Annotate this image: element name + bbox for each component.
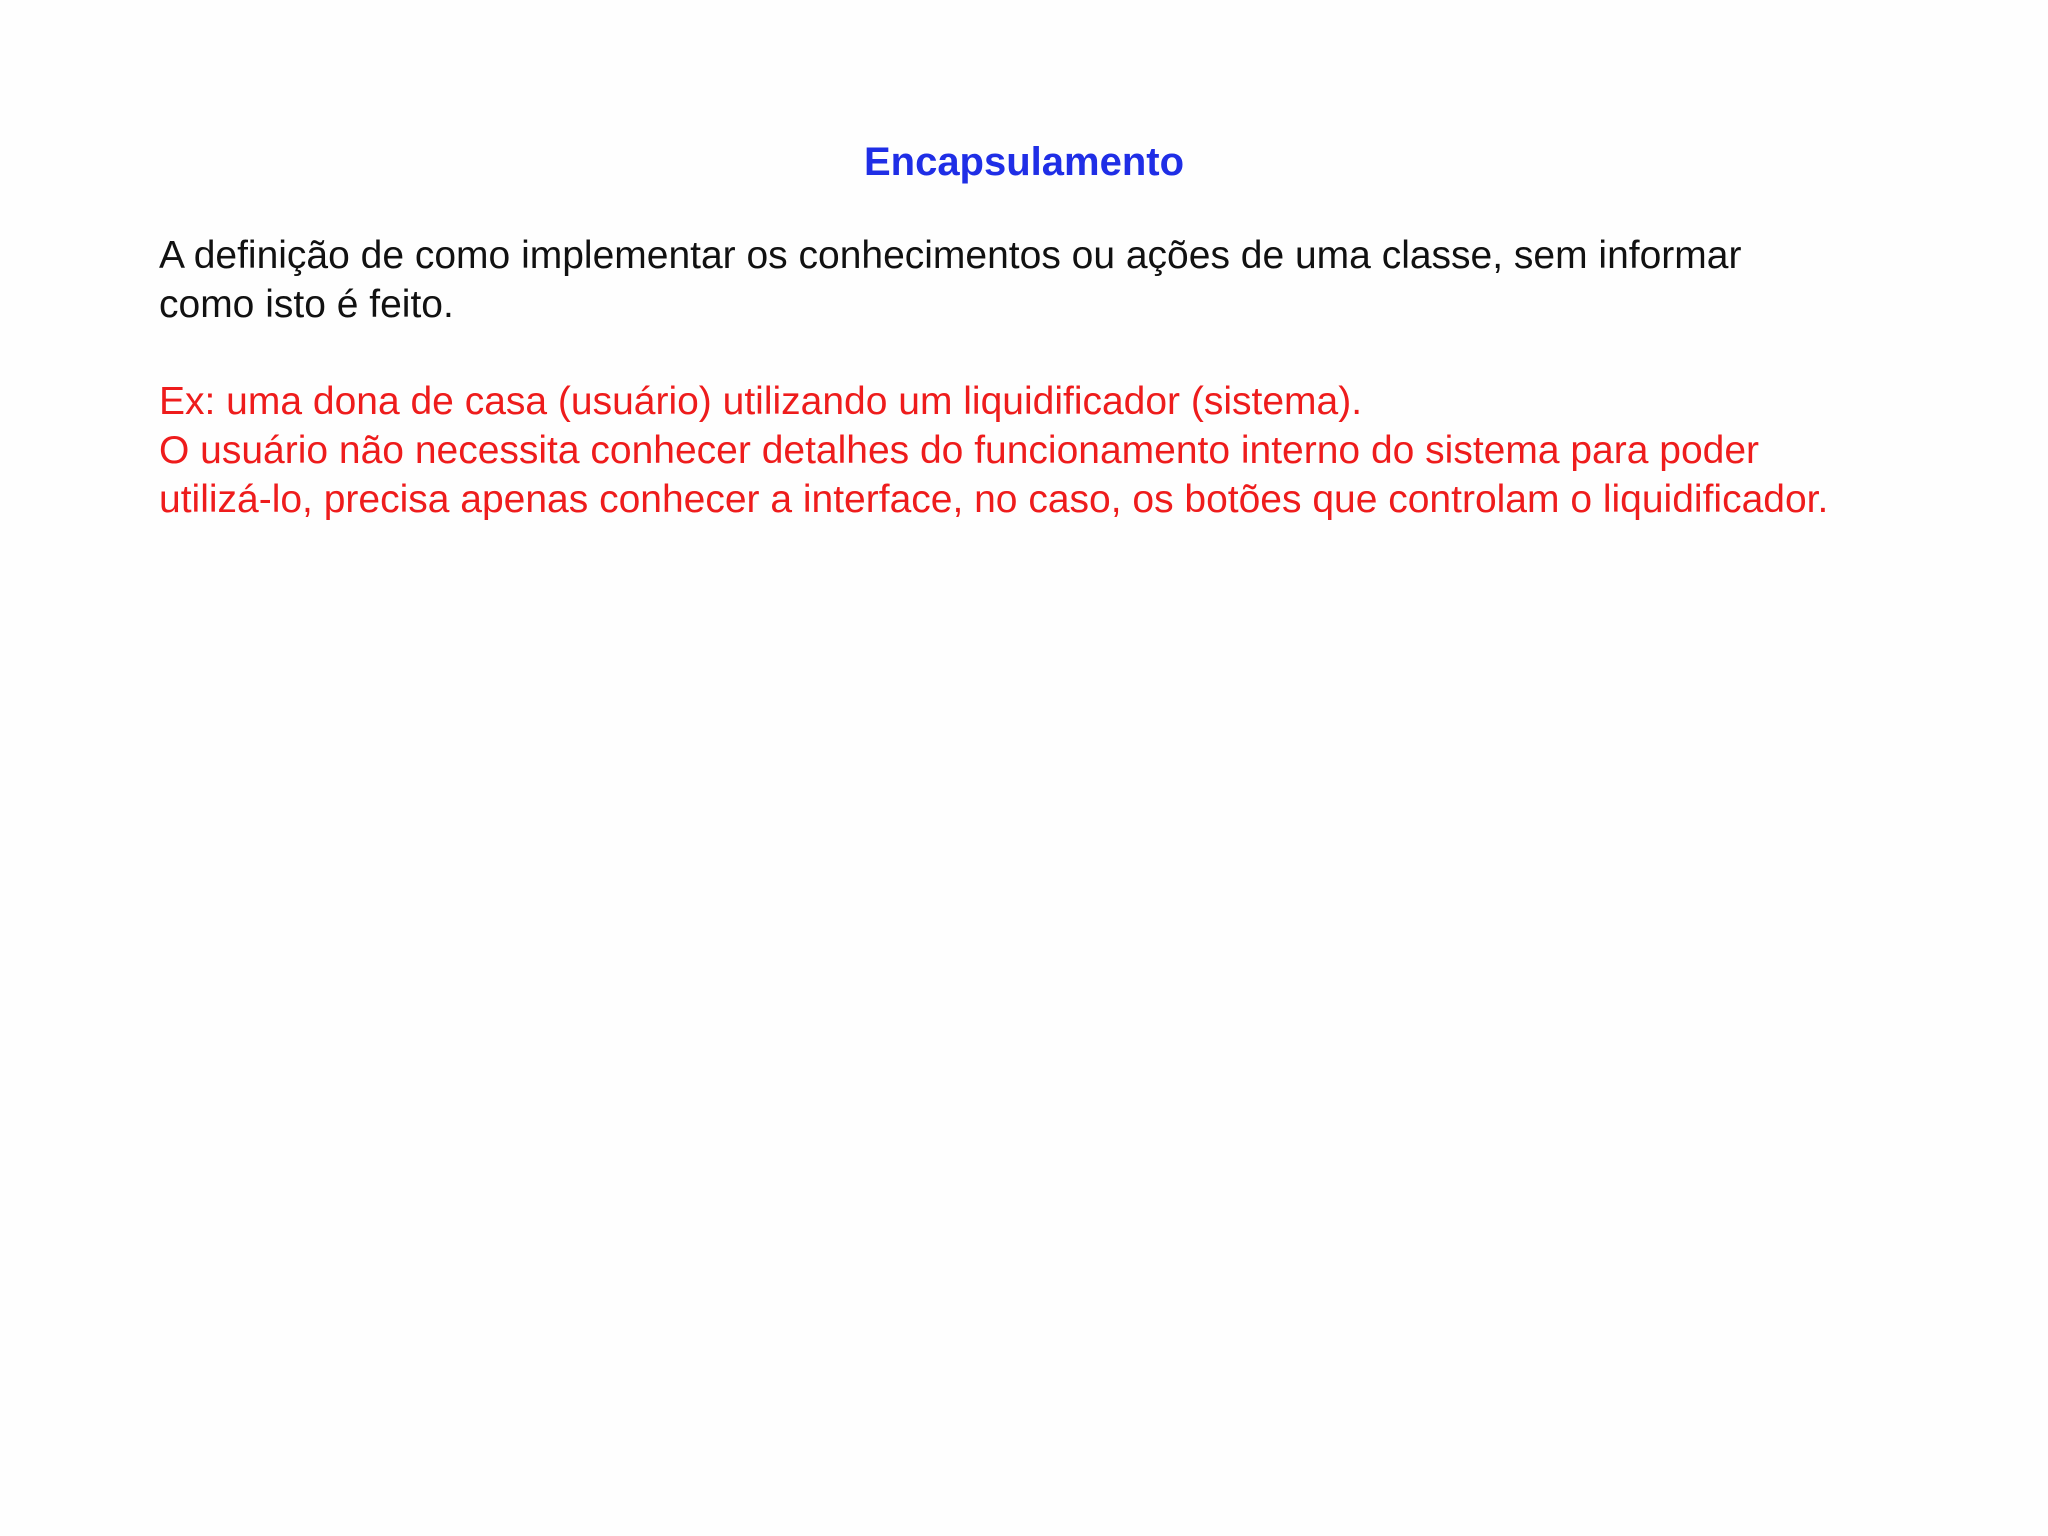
example-line-2: O usuário não necessita conhecer detalhes do funcionamento interno do sistema para poder xyxy=(159,429,1760,472)
example-paragraph xyxy=(159,377,1999,524)
example-line-3: utilizá-lo, precisa apenas conhecer a interface, no caso, os botões que controlam o liquidificador. xyxy=(159,478,1829,521)
slide-title: Encapsulamento xyxy=(863,140,1185,184)
definition-paragraph xyxy=(159,231,1979,329)
definition-line-1: A definição de como implementar os conhecimentos ou ações de uma classe, sem informar xyxy=(159,234,1742,277)
definition-line-2: como isto é feito. xyxy=(159,283,454,326)
example-line-1: Ex: uma dona de casa (usuário) utilizando um liquidificador (sistema). xyxy=(159,380,1363,423)
